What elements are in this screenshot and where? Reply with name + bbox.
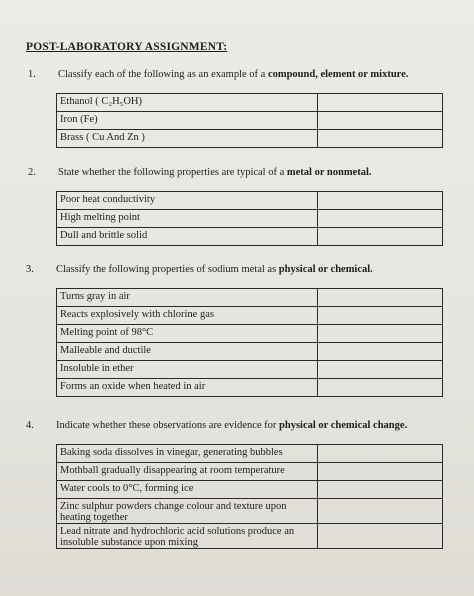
row-label: Water cools to 0°C, forming ice: [57, 481, 318, 499]
table-row: [57, 445, 443, 463]
table-row: [57, 210, 443, 228]
table-row: [57, 499, 443, 524]
table-row: [57, 325, 443, 343]
answer-cell[interactable]: [318, 94, 443, 112]
table-row: [57, 112, 443, 130]
answer-cell[interactable]: [318, 524, 443, 549]
row-label: High melting point: [57, 210, 318, 228]
table-row: [57, 289, 443, 307]
answer-cell[interactable]: [318, 307, 443, 325]
question-number: 4.: [26, 420, 34, 431]
question-text: State whether the following properties are typical of a metal or nonmetal.: [58, 167, 372, 178]
answer-cell[interactable]: [318, 130, 443, 148]
answer-cell[interactable]: [318, 445, 443, 463]
row-label: Brass ( Cu And Zn ): [57, 130, 318, 148]
row-label: Ethanol ( C₂H₅OH): [57, 94, 318, 112]
answer-cell[interactable]: [318, 379, 443, 397]
table-row: [57, 94, 443, 112]
row-label: Melting point of 98°C: [57, 325, 318, 343]
question-number: 3.: [26, 264, 34, 275]
row-label: Insoluble in ether: [57, 361, 318, 379]
question-text: Indicate whether these observations are evidence for physical or chemical change.: [56, 420, 408, 431]
answer-cell[interactable]: [318, 112, 443, 130]
question-number: 2.: [28, 167, 36, 178]
table-row: [57, 130, 443, 148]
page-title: POST-LABORATORY ASSIGNMENT:: [26, 41, 228, 53]
row-label: Dull and brittle solid: [57, 228, 318, 246]
row-label: Poor heat conductivity: [57, 192, 318, 210]
answer-cell[interactable]: [318, 228, 443, 246]
answer-cell[interactable]: [318, 210, 443, 228]
question-number: 1.: [28, 69, 36, 80]
table-row: [57, 343, 443, 361]
answer-cell[interactable]: [318, 289, 443, 307]
table-row: [57, 361, 443, 379]
row-label: Mothball gradually disappearing at room temperature: [57, 463, 318, 481]
answer-cell[interactable]: [318, 463, 443, 481]
row-label: Baking soda dissolves in vinegar, generating bubbles: [57, 445, 318, 463]
row-label: Iron (Fe): [57, 112, 318, 130]
question-text: Classify the following properties of sodium metal as physical or chemical.: [56, 264, 373, 275]
question-text: Classify each of the following as an example of a compound, element or mixture.: [58, 69, 409, 80]
answer-table-2: [56, 191, 443, 246]
answer-cell[interactable]: [318, 192, 443, 210]
table-row: [57, 307, 443, 325]
table-row: [57, 379, 443, 397]
answer-table-3: [56, 288, 443, 397]
row-label: Lead nitrate and hydrochloric acid solutions produce an insoluble substance upon mixing: [57, 524, 318, 549]
answer-table-1: [56, 93, 443, 148]
answer-cell[interactable]: [318, 481, 443, 499]
row-label: Zinc sulphur powders change colour and texture upon heating together: [57, 499, 318, 524]
row-label: Turns gray in air: [57, 289, 318, 307]
table-row: [57, 524, 443, 549]
row-label: Forms an oxide when heated in air: [57, 379, 318, 397]
answer-table-4: [56, 444, 443, 549]
table-row: [57, 228, 443, 246]
row-label: Reacts explosively with chlorine gas: [57, 307, 318, 325]
answer-cell[interactable]: [318, 343, 443, 361]
answer-cell[interactable]: [318, 325, 443, 343]
table-row: [57, 481, 443, 499]
answer-cell[interactable]: [318, 361, 443, 379]
table-row: [57, 192, 443, 210]
answer-cell[interactable]: [318, 499, 443, 524]
table-row: [57, 463, 443, 481]
row-label: Malleable and ductile: [57, 343, 318, 361]
